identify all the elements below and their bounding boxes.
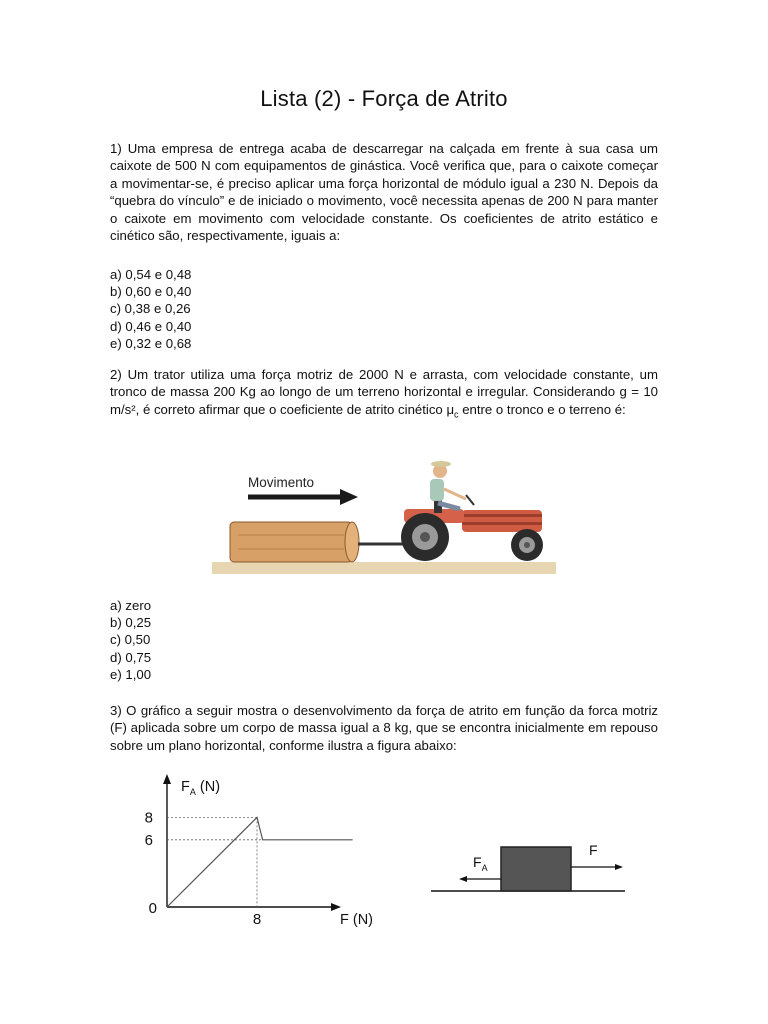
- q1-option-b: b) 0,60 e 0,40: [110, 284, 192, 300]
- friction-graph: [130, 770, 390, 930]
- y-axis-arrowhead: [163, 774, 171, 784]
- q2-option-d: d) 0,75: [110, 649, 152, 665]
- tractor-body: [462, 510, 542, 532]
- chart-plot-area: [145, 774, 373, 928]
- ground-strip: [212, 562, 556, 574]
- mu-subscript: c: [454, 409, 459, 420]
- question-2-text: [110, 366, 658, 424]
- movement-label: Movimento: [248, 475, 315, 490]
- block-figure: [425, 835, 635, 900]
- friction-series-line: [167, 817, 353, 907]
- page-title: Lista (2) - Força de Atrito: [260, 86, 508, 111]
- y-tick-label: 6: [144, 831, 153, 849]
- q1-option-e: e) 0,32 e 0,68: [110, 335, 192, 351]
- q2-option-e: e) 1,00: [110, 666, 152, 682]
- log-end: [345, 522, 359, 562]
- block: [501, 847, 571, 891]
- log: [230, 522, 352, 562]
- y-tick-label: 8: [144, 809, 153, 827]
- origin-label: 0: [148, 900, 157, 917]
- driver-torso: [430, 479, 444, 501]
- q2-option-a: a) zero: [110, 598, 152, 613]
- y-axis-label-subscript: A: [189, 787, 196, 797]
- q2-option-c: c) 0,50: [110, 632, 151, 648]
- question-2-options: [110, 597, 410, 683]
- applied-force-arrowhead: [615, 864, 623, 870]
- x-axis-arrowhead: [331, 903, 341, 911]
- x-axis-label: F (N): [340, 912, 374, 928]
- question-1-options: [110, 266, 410, 352]
- question-1-text: 1) Uma empresa de entrega acaba de descarregar na calçada em frente à sua casa um caixote de 500 N com equipamentos de ginástica. Você verifica que, para o caixote começar a movimentar-se, é preciso aplicar uma força horizontal de módulo igual a 230 N. Depois da “quebra do vínculo” e de iniciado o movimento, você necessita apenas de 200 N para manter o caixote em movimento com velocidade constante. Os coeficientes de atrito estático e cinético são, respectivamente, iguais a:: [110, 141, 658, 244]
- x-tick-label: 8: [252, 911, 262, 928]
- q2-text-after: entre o tronco e o terreno é:: [458, 401, 626, 417]
- question-3-text: 3) O gráfico a seguir mostra o desenvolvimento da força de atrito em função da forca motriz (F) aplicada sobre um corpo de massa igual a 8 kg, que se encontra inicialmente em repouso sobre um plano horizontal, conforme ilustra a figura abaixo:: [110, 703, 658, 753]
- friction-force-letter: F: [473, 854, 482, 870]
- y-axis-label: [181, 779, 220, 797]
- y-axis-label-unit: (N): [195, 779, 221, 795]
- driver-hat: [431, 461, 451, 467]
- friction-force-arrowhead: [459, 876, 467, 882]
- movement-arrowhead: [340, 489, 358, 505]
- y-axis-label-letter: F: [181, 779, 190, 795]
- q2-text-before: 2) Um trator utiliza uma força motriz de 2000 N e arrasta, com velocidade constante, um tronco de massa 200 Kg ao longo de um terreno horizontal e irregular. Considerando g = 10 m/s², é correto afirmar que o coeficiente de atrito cinético: [110, 367, 658, 417]
- q2-option-b: b) 0,25: [110, 615, 152, 631]
- mu-symbol: μ: [446, 401, 455, 417]
- friction-force-label: [473, 854, 488, 873]
- q1-option-a: a) 0,54 e 0,48: [110, 267, 192, 282]
- tractor-figure: [212, 455, 556, 580]
- applied-force-label: F: [589, 842, 598, 858]
- friction-force-subscript: A: [481, 863, 488, 873]
- q1-option-c: c) 0,38 e 0,26: [110, 301, 191, 317]
- q1-option-d: d) 0,46 e 0,40: [110, 318, 192, 334]
